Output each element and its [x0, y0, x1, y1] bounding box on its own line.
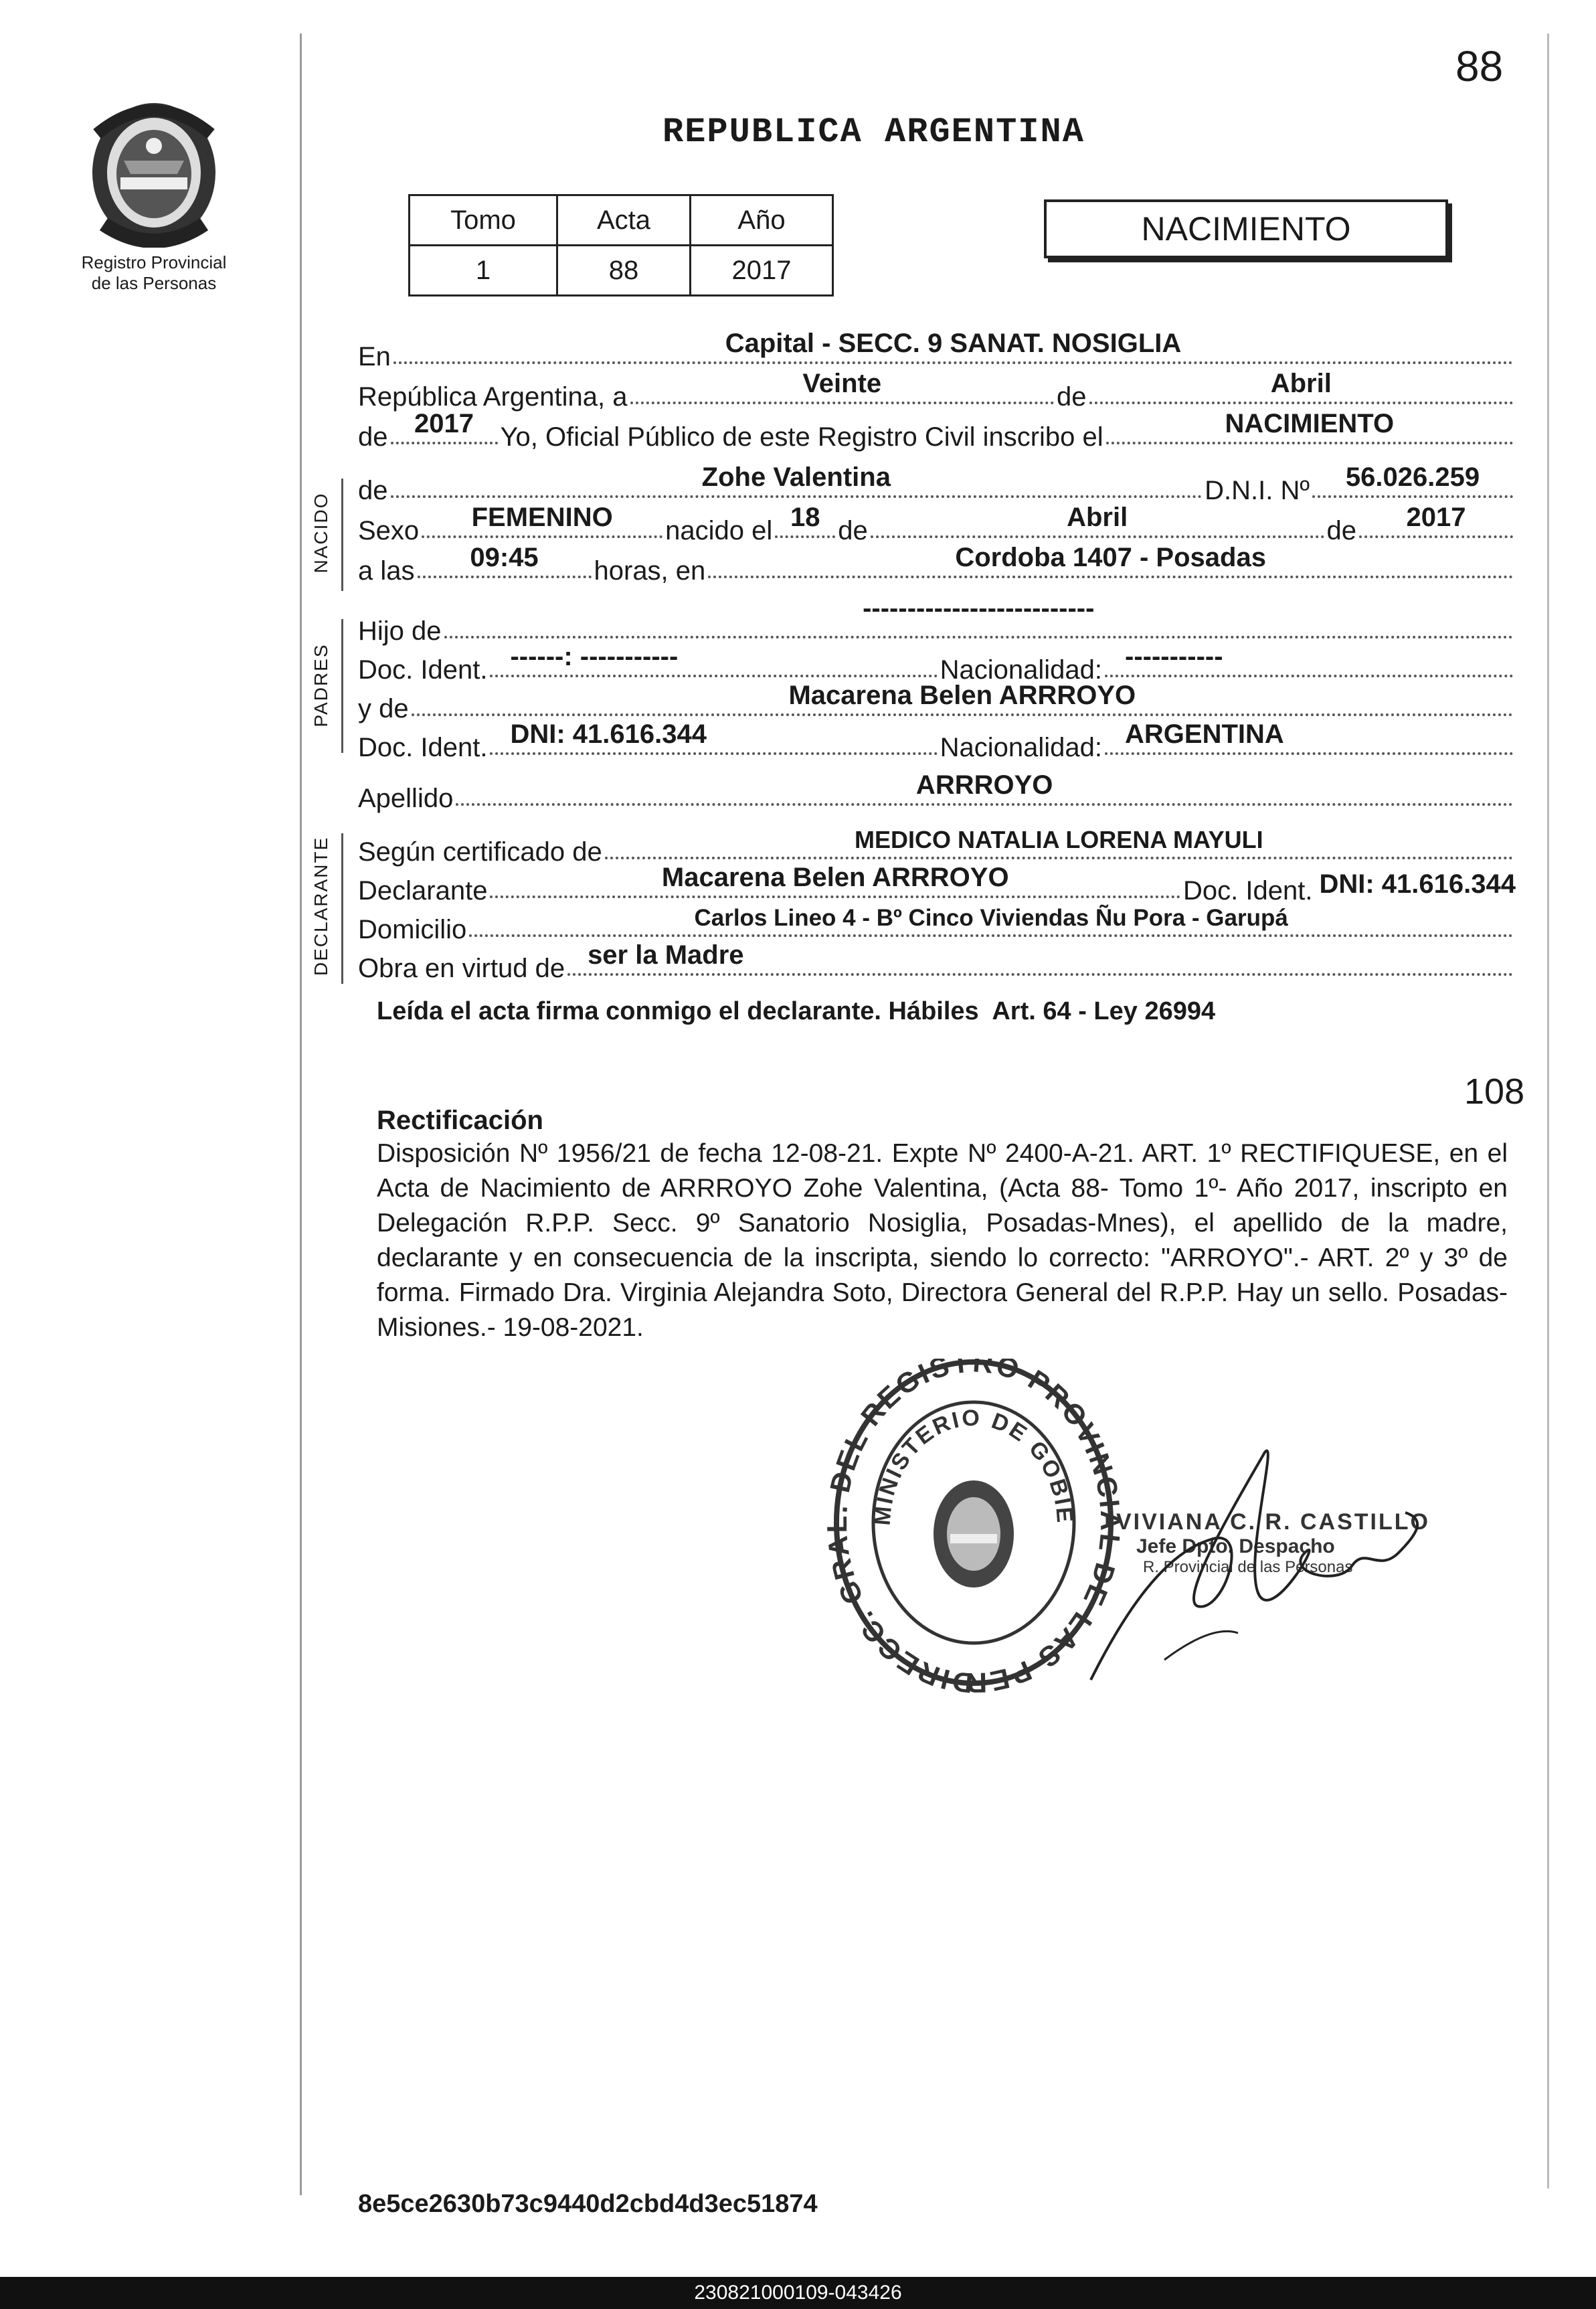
label-de-nombre: de — [358, 476, 388, 505]
label-apellido: Apellido — [358, 784, 454, 813]
side-label-declarante: DECLARANTE — [311, 836, 331, 976]
value-lugar-nacimiento: Cordoba 1407 - Posadas — [955, 543, 1266, 572]
signature-role: Jefe Dpto. Despacho — [1136, 1535, 1335, 1557]
value-domicilio: Carlos Lineo 4 - Bº Cinco Viviendas Ñu Pora - Garupá — [694, 905, 1288, 931]
acta-header-tomo: Tomo — [410, 195, 557, 246]
official-seal-icon — [826, 1359, 1121, 1693]
footer-code: 230821000109-043426 — [0, 2277, 1596, 2309]
label-a-las: a las — [358, 556, 415, 586]
value-doc-padre: ------: ----------- — [510, 642, 679, 671]
value-nacionalidad-padre: ----------- — [1125, 642, 1223, 671]
label-horas-en: horas, en — [594, 556, 706, 586]
label-de-anio-nac: de — [1326, 516, 1356, 545]
acta-value-anio: 2017 — [691, 246, 833, 296]
line-hijo — [358, 594, 1516, 647]
left-margin-line — [300, 33, 302, 2195]
value-obra: ser la Madre — [588, 940, 744, 970]
label-obra: Obra en virtud de — [358, 954, 565, 983]
firma-notice: Leída el acta firma conmigo el declarante. Hábiles Art. 64 - Ley 26994 — [377, 997, 1216, 1025]
label-dni: D.N.I. Nº — [1205, 476, 1310, 505]
line-doc-madre — [358, 719, 1516, 763]
acta-value-acta: 88 — [557, 246, 690, 296]
line-anio — [358, 409, 1516, 452]
official-stamp — [826, 1359, 1121, 1693]
line-sexo — [358, 503, 1516, 546]
bracket-padres — [341, 619, 343, 753]
org-name-line2: de las Personas — [91, 273, 217, 293]
value-dia: Veinte — [802, 369, 882, 398]
label-doc-madre: Doc. Ident. — [358, 733, 488, 762]
page-number: 88 — [1455, 42, 1504, 90]
line-domicilio — [358, 905, 1516, 945]
label-de-mes-nac: de — [838, 516, 868, 545]
label-en: En — [358, 342, 391, 371]
value-mes-nacimiento: Abril — [1067, 503, 1128, 532]
rectificacion-number: 108 — [1464, 1072, 1525, 1112]
value-dia-nacimiento: 18 — [790, 503, 820, 532]
line-nombre — [358, 462, 1516, 506]
signature-org: R. Provincial de las Personas — [1143, 1558, 1353, 1576]
value-declarante: Macarena Belen ARRROYO — [661, 863, 1009, 892]
value-doc-declarante: DNI: 41.616.344 — [1319, 869, 1516, 899]
acta-header-anio: Año — [691, 195, 833, 246]
text-oficial: Yo, Oficial Público de este Registro Civil inscribo el — [500, 422, 1103, 452]
value-tipo-inscripcion: NACIMIENTO — [1225, 409, 1395, 438]
value-nombre: Zohe Valentina — [701, 462, 891, 492]
value-padre: -------------------------- — [863, 594, 1095, 623]
line-certificado — [358, 826, 1516, 867]
stamp-inner-text: MINISTERIO DE GOBIE — [869, 1405, 1078, 1527]
value-apellido: ARRROYO — [915, 770, 1053, 800]
rectificacion-title: Rectificación — [377, 1106, 543, 1135]
label-nacionalidad-madre: Nacionalidad: — [940, 733, 1102, 762]
label-de-mes: de — [1057, 382, 1087, 412]
label-y-de: y de — [358, 694, 409, 723]
document-hash: 8e5ce2630b73c9440d2cbd4d3ec51874 — [358, 2190, 818, 2218]
side-label-nacido: NACIDO — [311, 492, 331, 574]
label-certificado: Según certificado de — [358, 837, 602, 867]
value-doc-madre: DNI: 41.616.344 — [510, 719, 707, 749]
label-republica: República Argentina, a — [358, 382, 628, 412]
rectificacion-body: Disposición Nº 1956/21 de fecha 12-08-21. Expte Nº 2400-A-21. ART. 1º RECTIFIQUESE, en el Acta de Nacimiento de ARRROYO Zohe Valentina, (Acta 88- Tomo 1º- Año 2017, inscripto en Delegación R.P.P. Secc. 9º Sanatorio Nosiglia, Posadas-Mnes), el apellido de la madre, declarante y en consecuencia de la inscripta, siendo lo correcto: "ARROYO".- ART. 2º y 3º de forma. Firmado Dra. Virginia Alejandra Soto, Directora General del R.P.P. Hay un sello. Posadas- Misiones.- 19-08-2021. — [377, 1139, 1508, 1342]
value-nacionalidad-madre: ARGENTINA — [1125, 719, 1284, 749]
line-hora — [358, 543, 1516, 586]
value-anio: 2017 — [414, 409, 474, 438]
document-type-box: NACIMIENTO — [1044, 199, 1448, 258]
label-de-anio: de — [358, 422, 388, 452]
label-doc-declarante: Doc. Ident. — [1183, 876, 1313, 906]
label-domicilio: Domicilio — [358, 915, 467, 944]
handwritten-signature — [1084, 1439, 1432, 1707]
line-obra — [358, 940, 1516, 984]
line-declarante — [358, 863, 1516, 906]
label-declarante: Declarante — [358, 876, 488, 906]
value-hora: 09:45 — [470, 543, 539, 572]
value-anio-nacimiento: 2017 — [1406, 503, 1466, 532]
org-name-line1: Registro Provincial — [81, 252, 227, 272]
value-lugar: Capital - SECC. 9 SANAT. NOSIGLIA — [725, 329, 1182, 358]
right-margin-line — [1547, 33, 1549, 2189]
acta-value-tomo: 1 — [410, 246, 557, 296]
value-certificado: MEDICO NATALIA LORENA MAYULI — [855, 826, 1263, 853]
document-title: REPUBLICA ARGENTINA — [662, 112, 1085, 152]
line-madre — [358, 681, 1516, 724]
stamp-outer-text: DIRECC. GR DEL REGISTRO PROVIN DE LAS PER — [826, 1359, 1121, 1693]
label-nacionalidad-padre: Nacionalidad: — [940, 655, 1102, 685]
line-republica — [358, 369, 1516, 412]
bracket-nacido — [341, 479, 343, 591]
value-dni: 56.026.259 — [1345, 462, 1480, 492]
bracket-declarante — [341, 833, 343, 984]
label-doc-padre: Doc. Ident. — [358, 655, 488, 685]
acta-table — [408, 194, 834, 296]
value-mes: Abril — [1270, 369, 1332, 398]
side-label-padres: PADRES — [311, 643, 331, 728]
signature-name: VIVIANA C. R. CASTILLO — [1116, 1509, 1430, 1535]
label-hijo-de: Hijo de — [358, 616, 442, 646]
acta-header-acta: Acta — [557, 195, 690, 246]
value-madre: Macarena Belen ARRROYO — [788, 681, 1136, 710]
logo — [67, 94, 241, 294]
line-en — [358, 329, 1516, 372]
line-doc-padre — [358, 642, 1516, 685]
provincia-de-misiones-seal-icon — [84, 94, 224, 248]
label-sexo: Sexo — [358, 516, 420, 545]
label-nacido-el: nacido el — [665, 516, 773, 545]
value-sexo: FEMENINO — [471, 503, 613, 532]
line-apellido — [358, 770, 1516, 814]
